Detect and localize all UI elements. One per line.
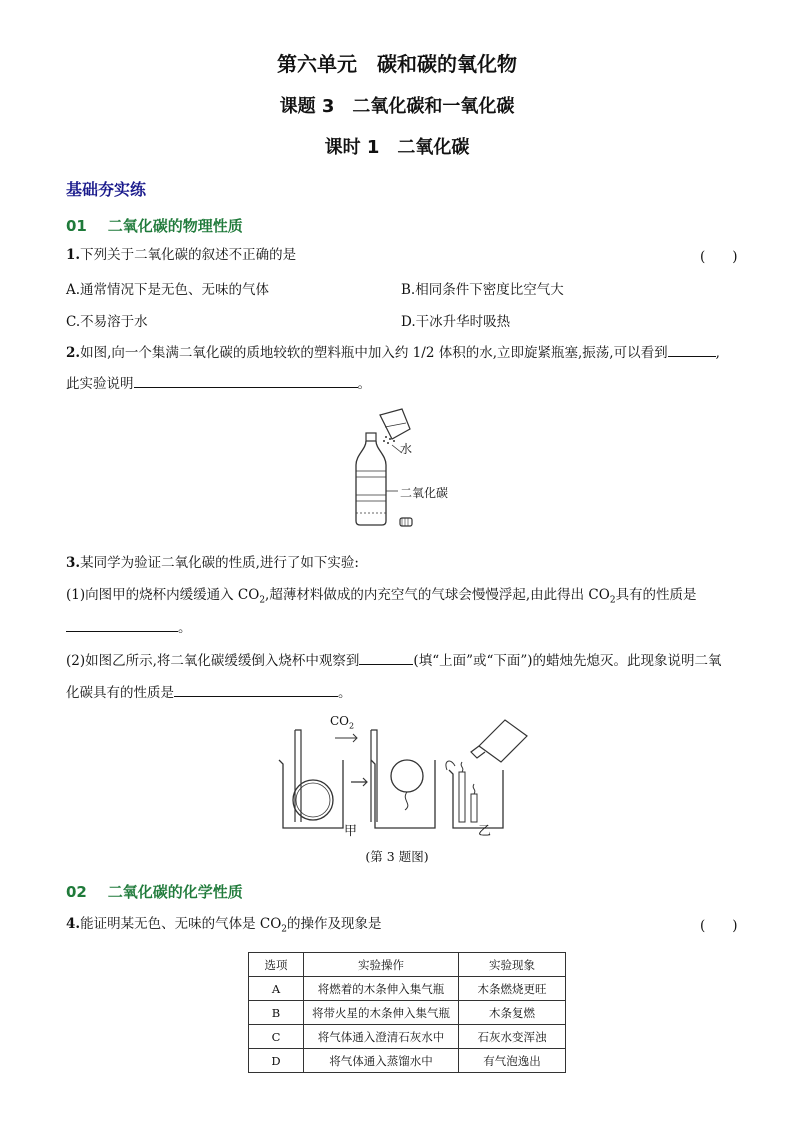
figure-co2-label xyxy=(330,714,354,730)
question-3-blank-2[interactable] xyxy=(359,650,413,665)
subscript-2: 2 xyxy=(281,924,288,935)
question-3-blank-1[interactable] xyxy=(66,617,178,632)
question-4-answer-bracket: ( ) xyxy=(700,918,738,934)
arrow-icon xyxy=(351,778,367,786)
question-3-part-2-end: 。 xyxy=(338,685,352,701)
question-3-part-2-text-c: 化碳具有的性质是 xyxy=(66,685,174,701)
question-3-part-2 xyxy=(66,650,746,671)
table-cell: 木条复燃 xyxy=(459,1001,566,1025)
question-2-end: 。 xyxy=(357,376,371,392)
subscript-2: 2 xyxy=(259,595,266,606)
question-3 xyxy=(66,553,359,573)
beaker-jia-before-icon xyxy=(279,730,343,828)
question-3-part-2-text-b: (填“上面”或“下面”)的蜡烛先熄灭。此现象说明二氧 xyxy=(413,653,722,669)
table-cell: 木条燃烧更旺 xyxy=(459,977,566,1001)
table-row xyxy=(249,1049,566,1073)
question-3-blank-3[interactable] xyxy=(174,682,338,697)
question-4 xyxy=(66,914,382,940)
pouring-beaker-icon xyxy=(380,409,410,444)
question-3-number: 3. xyxy=(66,555,81,571)
question-2 xyxy=(66,342,746,363)
section-heading: 基础夯实练 xyxy=(66,180,147,199)
beaker-yi-icon xyxy=(446,720,527,828)
question-4-table xyxy=(248,952,566,1073)
figure-3-diagram xyxy=(275,710,535,840)
table-header-row xyxy=(249,953,566,977)
subsection-2-num: 02 xyxy=(66,883,87,901)
question-3-part-2-text-a: (2)如图乙所示,将二氧化碳缓缓倒入烧杯中观察到 xyxy=(66,653,360,669)
question-3-part-1-text-a: (1)向图甲的烧杯内缓缓通入 CO xyxy=(66,587,260,603)
question-2-text-b: 此实验说明 xyxy=(66,376,134,392)
question-1 xyxy=(66,245,296,265)
subscript-2: 2 xyxy=(609,595,616,606)
lesson-title: 课题 3 二氧化碳和一氧化碳 xyxy=(279,96,515,117)
table-cell: 将燃着的木条伸入集气瓶 xyxy=(304,977,459,1001)
question-2-text-a: 如图,向一个集满二氧化碳的质地较软的塑料瓶中加入约 1/2 体积的水,立即旋紧瓶塞,振荡,可以看到 xyxy=(80,345,668,361)
table-row xyxy=(249,1001,566,1025)
plastic-bottle-icon xyxy=(356,433,386,525)
question-4-number: 4. xyxy=(66,916,81,932)
question-2-blank-2[interactable] xyxy=(134,373,358,388)
subsection-1-title: 二氧化碳的物理性质 xyxy=(107,217,243,235)
question-2-comma: , xyxy=(715,345,720,361)
table-header-cell: 选项 xyxy=(249,953,304,977)
question-3-part-1-line-2 xyxy=(66,617,192,638)
figure-label-jia: 甲 xyxy=(344,824,358,839)
table-header-cell: 实验现象 xyxy=(459,953,566,977)
period-title: 课时 1 二氧化碳 xyxy=(324,137,470,158)
question-3-part-1 xyxy=(66,585,746,611)
question-4-text-b: 的操作及现象是 xyxy=(287,916,382,932)
question-1-text: 下列关于二氧化碳的叙述不正确的是 xyxy=(80,247,297,263)
table-cell: B xyxy=(249,1001,304,1025)
table-header-cell: 实验操作 xyxy=(304,953,459,977)
table-cell: D xyxy=(249,1049,304,1073)
table-cell: 石灰水变浑浊 xyxy=(459,1025,566,1049)
table-cell: 有气泡逸出 xyxy=(459,1049,566,1073)
label-water: 水 xyxy=(400,442,413,456)
question-3-text: 某同学为验证二氧化碳的性质,进行了如下实验: xyxy=(80,555,359,571)
question-1-option-c: C.不易溶于水 xyxy=(66,314,148,330)
question-1-option-a: A.通常情况下是无色、无味的气体 xyxy=(66,282,270,298)
question-2-line-2 xyxy=(66,373,371,394)
beaker-jia-after-icon xyxy=(335,730,435,828)
table-cell: 将带火星的木条伸入集气瓶 xyxy=(304,1001,459,1025)
figure-co2-text: CO xyxy=(330,714,350,728)
bottle-cap-icon xyxy=(400,518,412,526)
question-3-part-1-end: 。 xyxy=(178,620,192,636)
question-1-answer-bracket: ( ) xyxy=(700,249,738,265)
question-1-option-d: D.干冰升华时吸热 xyxy=(401,314,511,330)
question-3-part-1-text-b: ,超薄材料做成的内充空气的气球会慢慢浮起,由此得出 CO xyxy=(265,587,610,603)
subscript-2: 2 xyxy=(349,721,355,731)
question-1-option-b: B.相同条件下密度比空气大 xyxy=(401,282,564,298)
figure-label-yi: 乙 xyxy=(478,824,492,839)
label-co2: 二氧化碳 xyxy=(400,486,449,500)
subsection-2-title: 二氧化碳的化学性质 xyxy=(107,883,243,901)
table-cell: A xyxy=(249,977,304,1001)
question-1-number: 1. xyxy=(66,247,81,263)
subsection-1 xyxy=(66,215,243,236)
table-cell: 将气体通入澄清石灰水中 xyxy=(304,1025,459,1049)
table-row xyxy=(249,1025,566,1049)
subsection-2 xyxy=(66,881,243,902)
question-3-part-1-text-c: 具有的性质是 xyxy=(615,587,697,603)
table-cell: 将气体通入蒸馏水中 xyxy=(304,1049,459,1073)
subsection-1-num: 01 xyxy=(66,217,87,235)
question-2-blank-1[interactable] xyxy=(668,342,716,357)
figure-3-caption: (第 3 题图) xyxy=(365,849,429,864)
table-cell: C xyxy=(249,1025,304,1049)
unit-title: 第六单元 碳和碳的氧化物 xyxy=(277,52,517,76)
question-2-number: 2. xyxy=(66,345,81,361)
bottle-figure xyxy=(340,405,480,535)
question-4-text-a: 能证明某无色、无味的气体是 CO xyxy=(80,916,282,932)
question-3-part-2-line-2 xyxy=(66,682,352,703)
table-row xyxy=(249,977,566,1001)
